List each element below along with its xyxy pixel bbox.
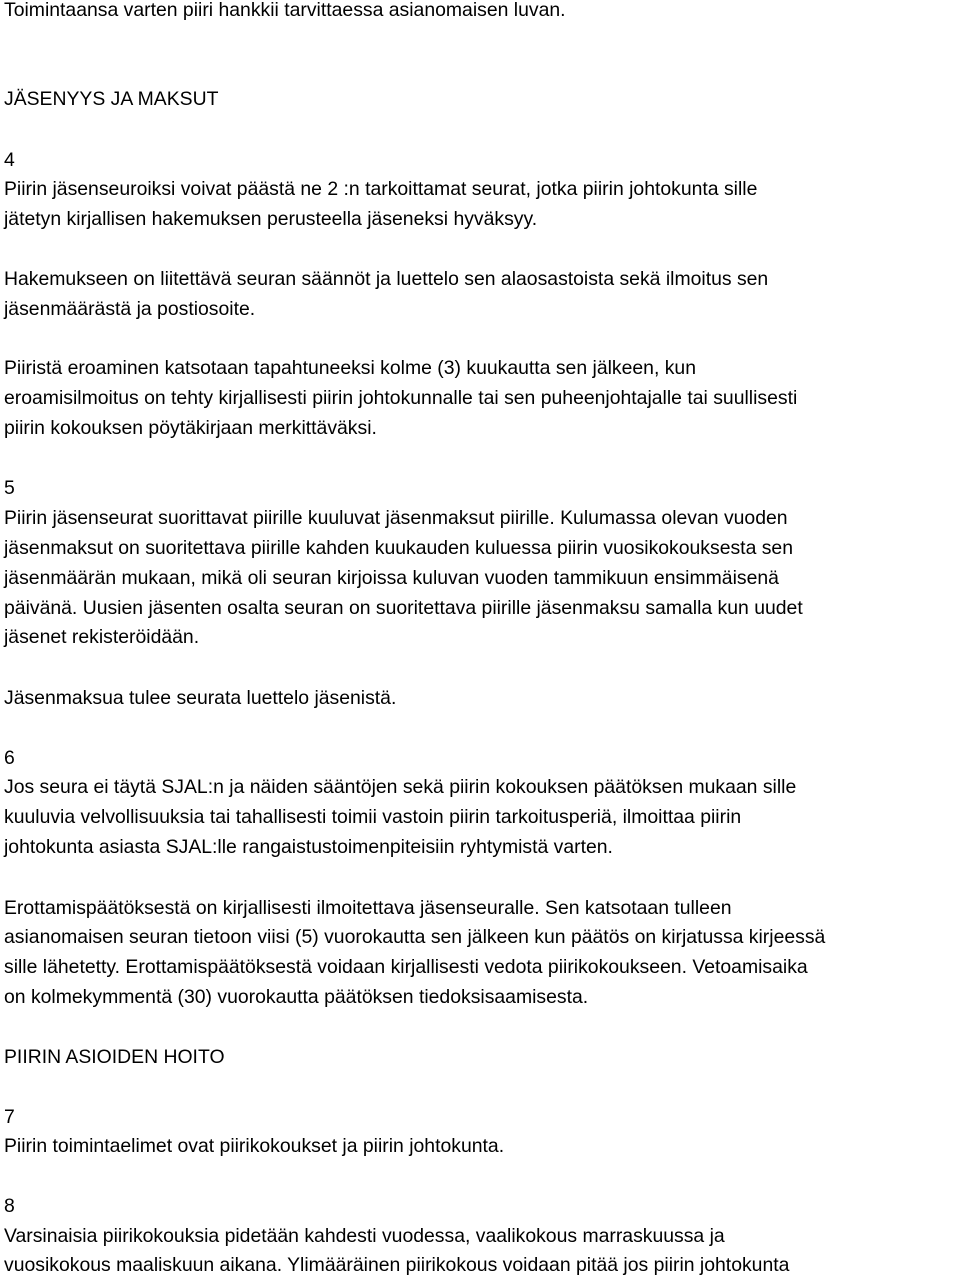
- section-number: 8: [4, 1195, 15, 1217]
- section-heading: PIIRIN ASIOIDEN HOITO: [4, 1046, 225, 1068]
- paragraph-line: piirin kokouksen pöytäkirjaan merkittäväksi.: [4, 417, 377, 439]
- paragraph-line: Piiristä eroaminen katsotaan tapahtuneeksi kolme (3) kuukautta sen jälkeen, kun: [4, 357, 696, 379]
- paragraph-line: jäsenmäärän mukaan, mikä oli seuran kirjoissa kuluvan vuoden tammikuun ensimmäisenä: [4, 567, 779, 589]
- paragraph-line: Hakemukseen on liitettävä seuran säännöt ja luettelo sen alaosastoista sekä ilmoitus sen: [4, 268, 769, 290]
- section-number: 4: [4, 149, 15, 171]
- paragraph-line: Jäsenmaksua tulee seurata luettelo jäsenistä.: [4, 687, 397, 709]
- paragraph-line: jäsenet rekisteröidään.: [4, 626, 200, 648]
- paragraph-line: jäsenmaksut on suoritettava piirille kahden kuukauden kuluessa piirin vuosikokouksesta sen: [4, 537, 794, 559]
- paragraph-line: Piirin jäsenseuroiksi voivat päästä ne 2 :n tarkoittamat seurat, jotka piirin johtokunta sille: [4, 178, 758, 200]
- paragraph-line: Erottamispäätöksestä on kirjallisesti ilmoitettava jäsenseuralle. Sen katsotaan tulleen: [4, 897, 732, 919]
- paragraph-line: vuosikokous maaliskuun aikana. Ylimääräinen piirikokous voidaan pitää jos piirin johtokunta: [4, 1254, 790, 1276]
- paragraph-line: jätetyn kirjallisen hakemuksen perusteella jäseneksi hyväksyy.: [4, 208, 538, 230]
- paragraph-line: Jos seura ei täytä SJAL:n ja näiden sääntöjen sekä piirin kokouksen päätöksen mukaan sille: [4, 776, 797, 798]
- paragraph-line: johtokunta asiasta SJAL:lle rangaistustoimenpiteisiin ryhtymistä varten.: [4, 836, 613, 858]
- paragraph-line: on kolmekymmentä (30) vuorokautta päätöksen tiedoksisaamisesta.: [4, 986, 589, 1008]
- paragraph-line: asianomaisen seuran tietoon viisi (5) vuorokautta sen jälkeen kun päätös on kirjatussa kirjeessä: [4, 926, 826, 948]
- paragraph-line: Toimintaansa varten piiri hankkii tarvittaessa asianomaisen luvan.: [4, 0, 566, 21]
- paragraph-line: Piirin jäsenseurat suorittavat piirille kuuluvat jäsenmaksut piirille. Kulumassa olevan vuoden: [4, 507, 788, 529]
- paragraph-line: sille lähetetty. Erottamispäätöksestä voidaan kirjallisesti vedota piirikokoukseen. Vetoamisaika: [4, 956, 808, 978]
- section-number: 7: [4, 1106, 15, 1128]
- section-number: 5: [4, 477, 15, 499]
- paragraph-line: Varsinaisia piirikokouksia pidetään kahdesti vuodessa, vaalikokous marraskuussa ja: [4, 1225, 725, 1247]
- section-heading: JÄSENYYS JA MAKSUT: [4, 88, 219, 110]
- paragraph-line: päivänä. Uusien jäsenten osalta seuran on suoritettava piirille jäsenmaksu samalla kun uudet: [4, 597, 803, 619]
- paragraph-line: jäsenmäärästä ja postiosoite.: [4, 298, 256, 320]
- paragraph-line: eroamisilmoitus on tehty kirjallisesti piirin johtokunnalle tai sen puheenjohtajalle tai suullisesti: [4, 387, 798, 409]
- paragraph-line: kuuluvia velvollisuuksia tai tahallisesti toimii vastoin piirin tarkoitusperiä, ilmoittaa piirin: [4, 806, 742, 828]
- section-number: 6: [4, 747, 15, 769]
- paragraph-line: Piirin toimintaelimet ovat piirikokoukset ja piirin johtokunta.: [4, 1135, 505, 1157]
